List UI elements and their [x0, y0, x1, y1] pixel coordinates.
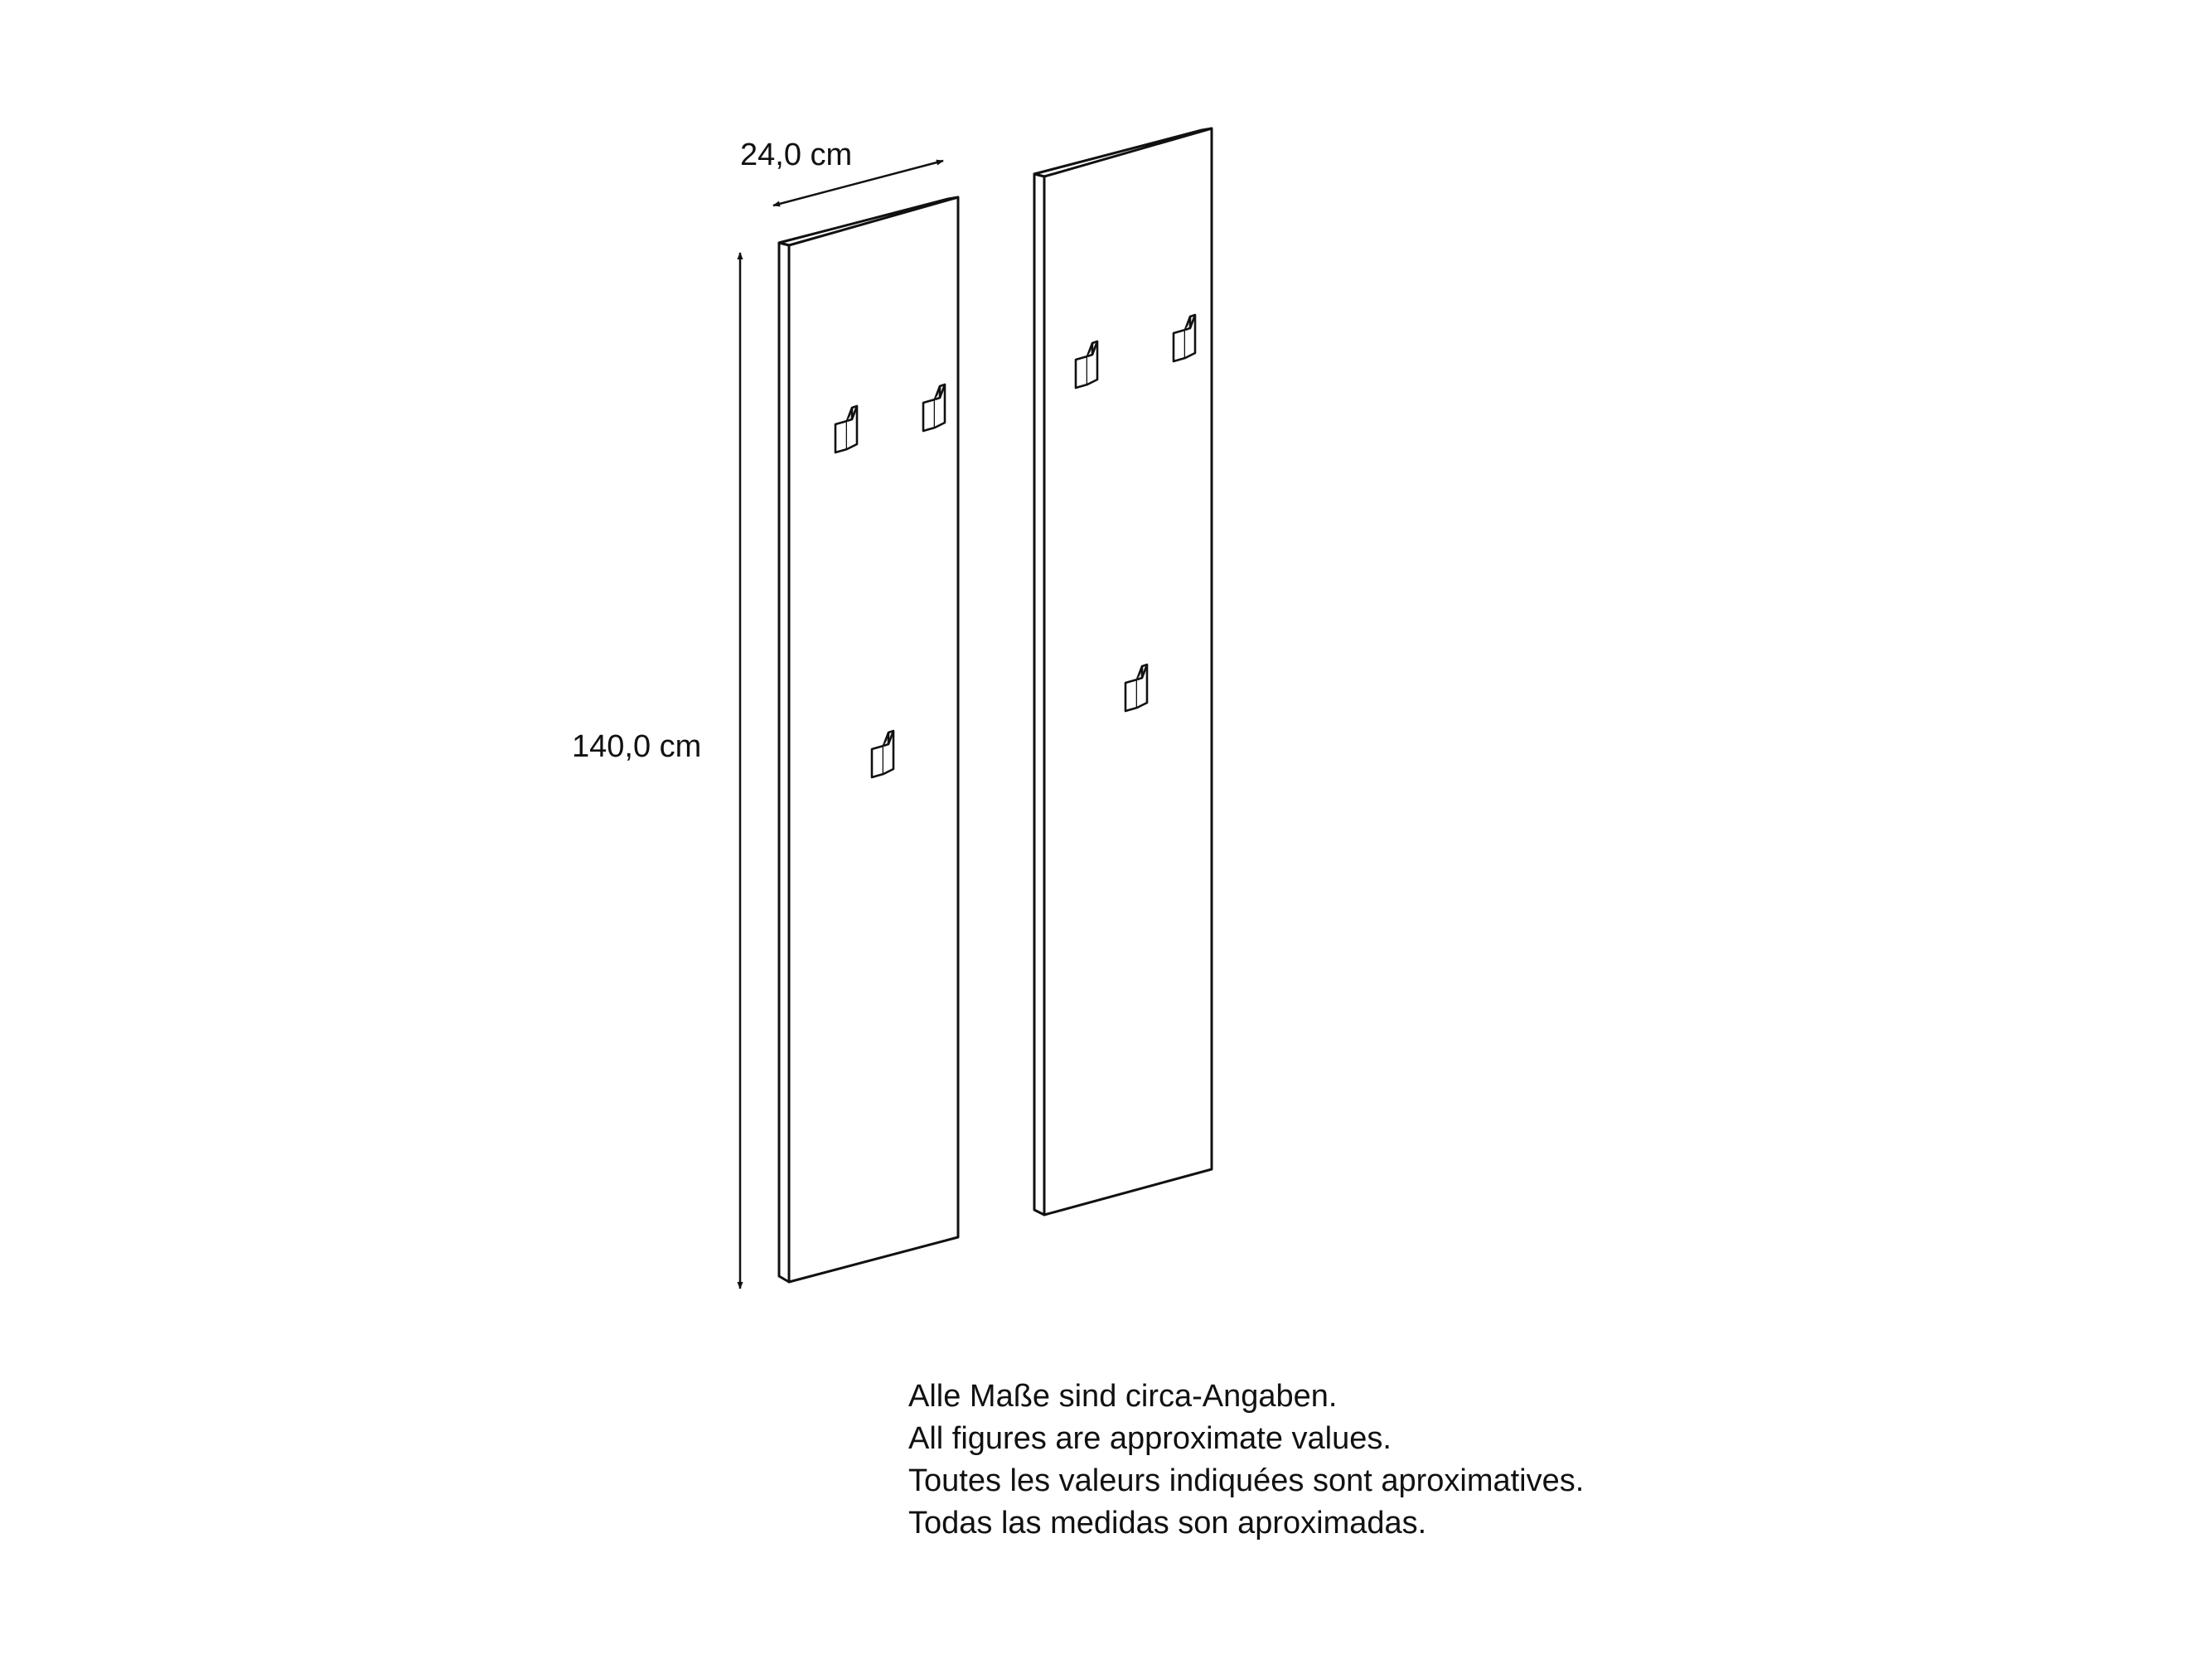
- note-line-es: Todas las medidas son aproximadas.: [908, 1506, 1427, 1540]
- height-dimension-label: 140,0 cm: [572, 729, 702, 764]
- width-dimension-label: 24,0 cm: [740, 138, 853, 172]
- note-line-en: All figures are approximate values.: [908, 1421, 1392, 1456]
- coat-panel-front: [779, 197, 958, 1282]
- disclaimer-notes: [908, 1376, 1584, 1545]
- coat-panel-back: [1034, 128, 1212, 1215]
- note-line-fr: Toutes les valeurs indiquées sont aproximatives.: [908, 1463, 1585, 1498]
- note-line-de: Alle Maße sind circa-Angaben.: [908, 1379, 1338, 1414]
